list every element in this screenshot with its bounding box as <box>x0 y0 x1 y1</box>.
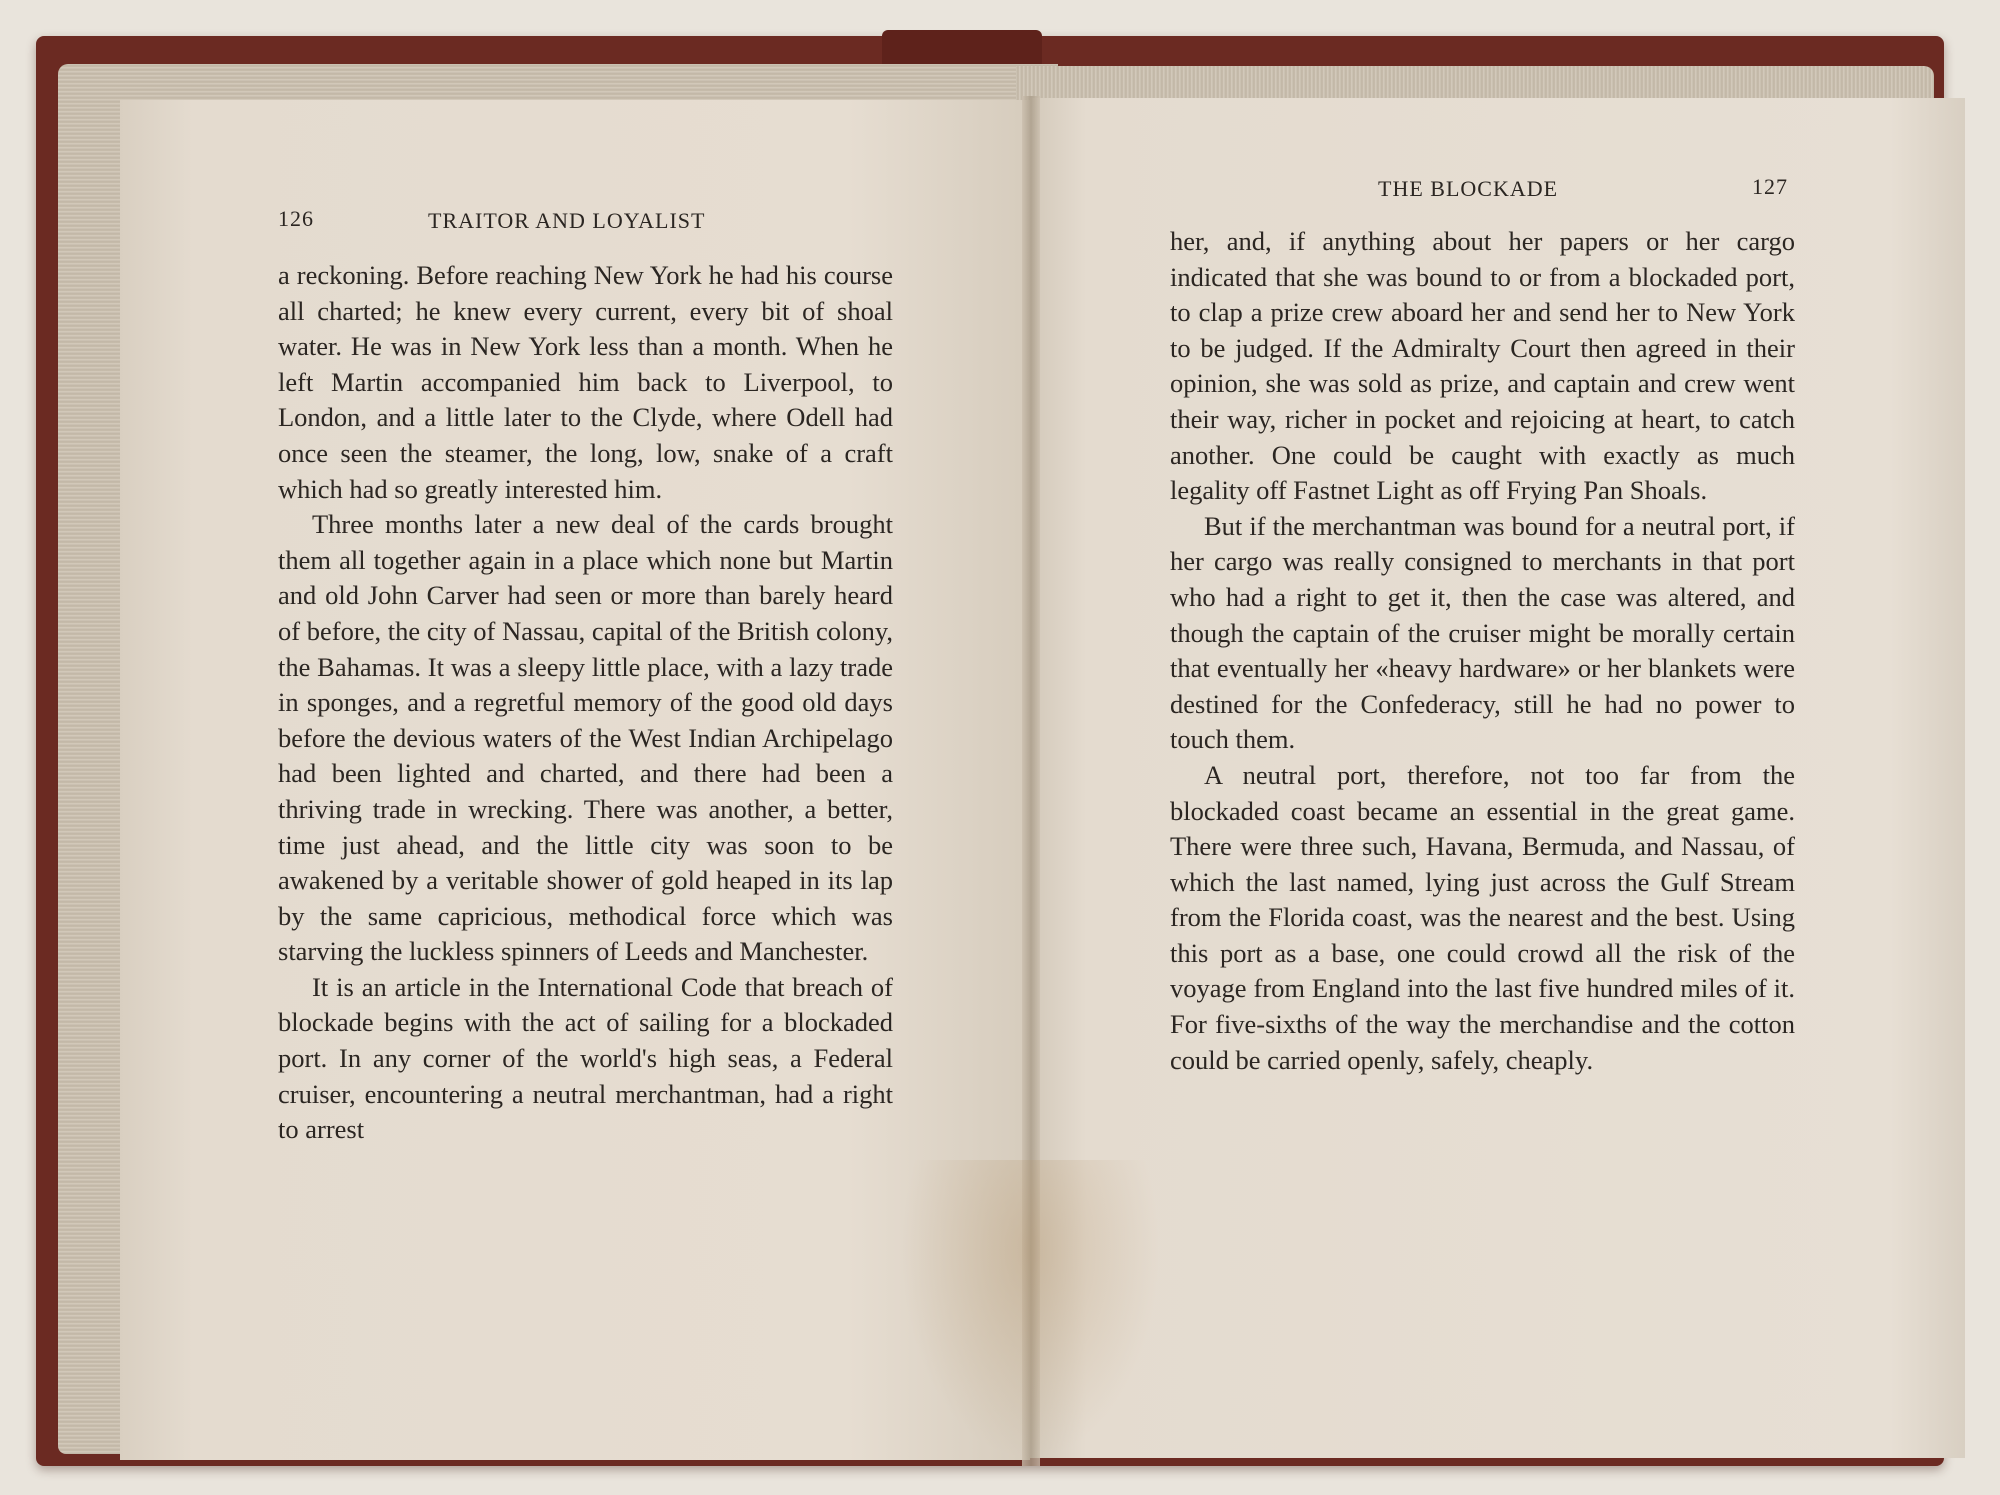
right-paragraph-1: her, and, if anything about her papers or her cargo indicated that she was bound to or from a blockaded port, to clap a prize crew aboard her and send her to New York to be judged. If the Admiralty Court then agreed in their opinion, she was sold as prize, and captain and crew went their way, richer in pocket and rejoicing at heart, to catch another. One could be caught with exactly as much legality off Fastnet Light as off Frying Pan Shoals. <box>1170 226 1795 506</box>
left-body-text <box>278 258 893 1148</box>
left-page-number: 126 <box>278 206 314 231</box>
right-page-number: 127 <box>1752 174 1788 199</box>
right-paragraph-3: A neutral port, therefore, not too far from the blockaded coast became an essential in the great game. There were three such, Havana, Bermuda, and Nassau, of which the last named, lying just across the Gulf Stream from the Florida coast, was the nearest and the best. Using this port as a base, one could crowd all the risk of the voyage from England into the last five hundred miles of it. For five-sixths of the way the merchandise and the cotton could be carried openly, safely, cheaply. <box>1170 759 1795 1075</box>
left-paragraph-3: It is an article in the International Code that breach of blockade begins with the act of sailing for a blockaded port. In any corner of the world's high seas, a Federal cruiser, encountering a neutral merchantman, had a right to arrest <box>278 971 893 1145</box>
right-running-head: THE BLOCKADE <box>1378 176 1559 201</box>
right-page <box>1030 98 1965 1458</box>
right-paragraph-2: But if the merchantman was bound for a neutral port, if her cargo was really consigned to merchants in that port who had a right to get it, then the case was altered, and though the captain of the cruiser might be morally certain that eventually her «heavy hardware» or her blankets were destined for the Confederacy, still he had no power to touch them. <box>1170 510 1795 755</box>
left-paragraph-2: Three months later a new deal of the cards brought them all together again in a place which none but Martin and old John Carver had seen or more than barely heard of before, the city of Nassau, capital of the British colony, the Bahamas. It was a sleepy little place, with a lazy trade in sponges, and a regretful memory of the good old days before the devious waters of the West Indian Archipelago had been lighted and charted, and there had been a thriving trade in wrecking. There was another, a better, time just ahead, and the little city was soon to be awakened by a veritable shower of gold heaped in its lap by the same capricious, methodical force which was starving the luckless spinners of Leeds and Manchester. <box>278 509 893 967</box>
left-running-head: TRAITOR AND LOYALIST <box>428 208 706 233</box>
left-paragraph-1: a reckoning. Before reaching New York he had his course all charted; he knew every current, every bit of shoal water. He was in New York less than a month. When he left Martin accompanied him back to Liverpool, to London, and a little later to the Clyde, where Odell had once seen the steamer, the long, low, snake of a craft which had so greatly interested him. <box>278 260 893 504</box>
left-page <box>120 100 1030 1460</box>
water-stain <box>900 1160 1160 1460</box>
right-body-text <box>1170 224 1795 1078</box>
